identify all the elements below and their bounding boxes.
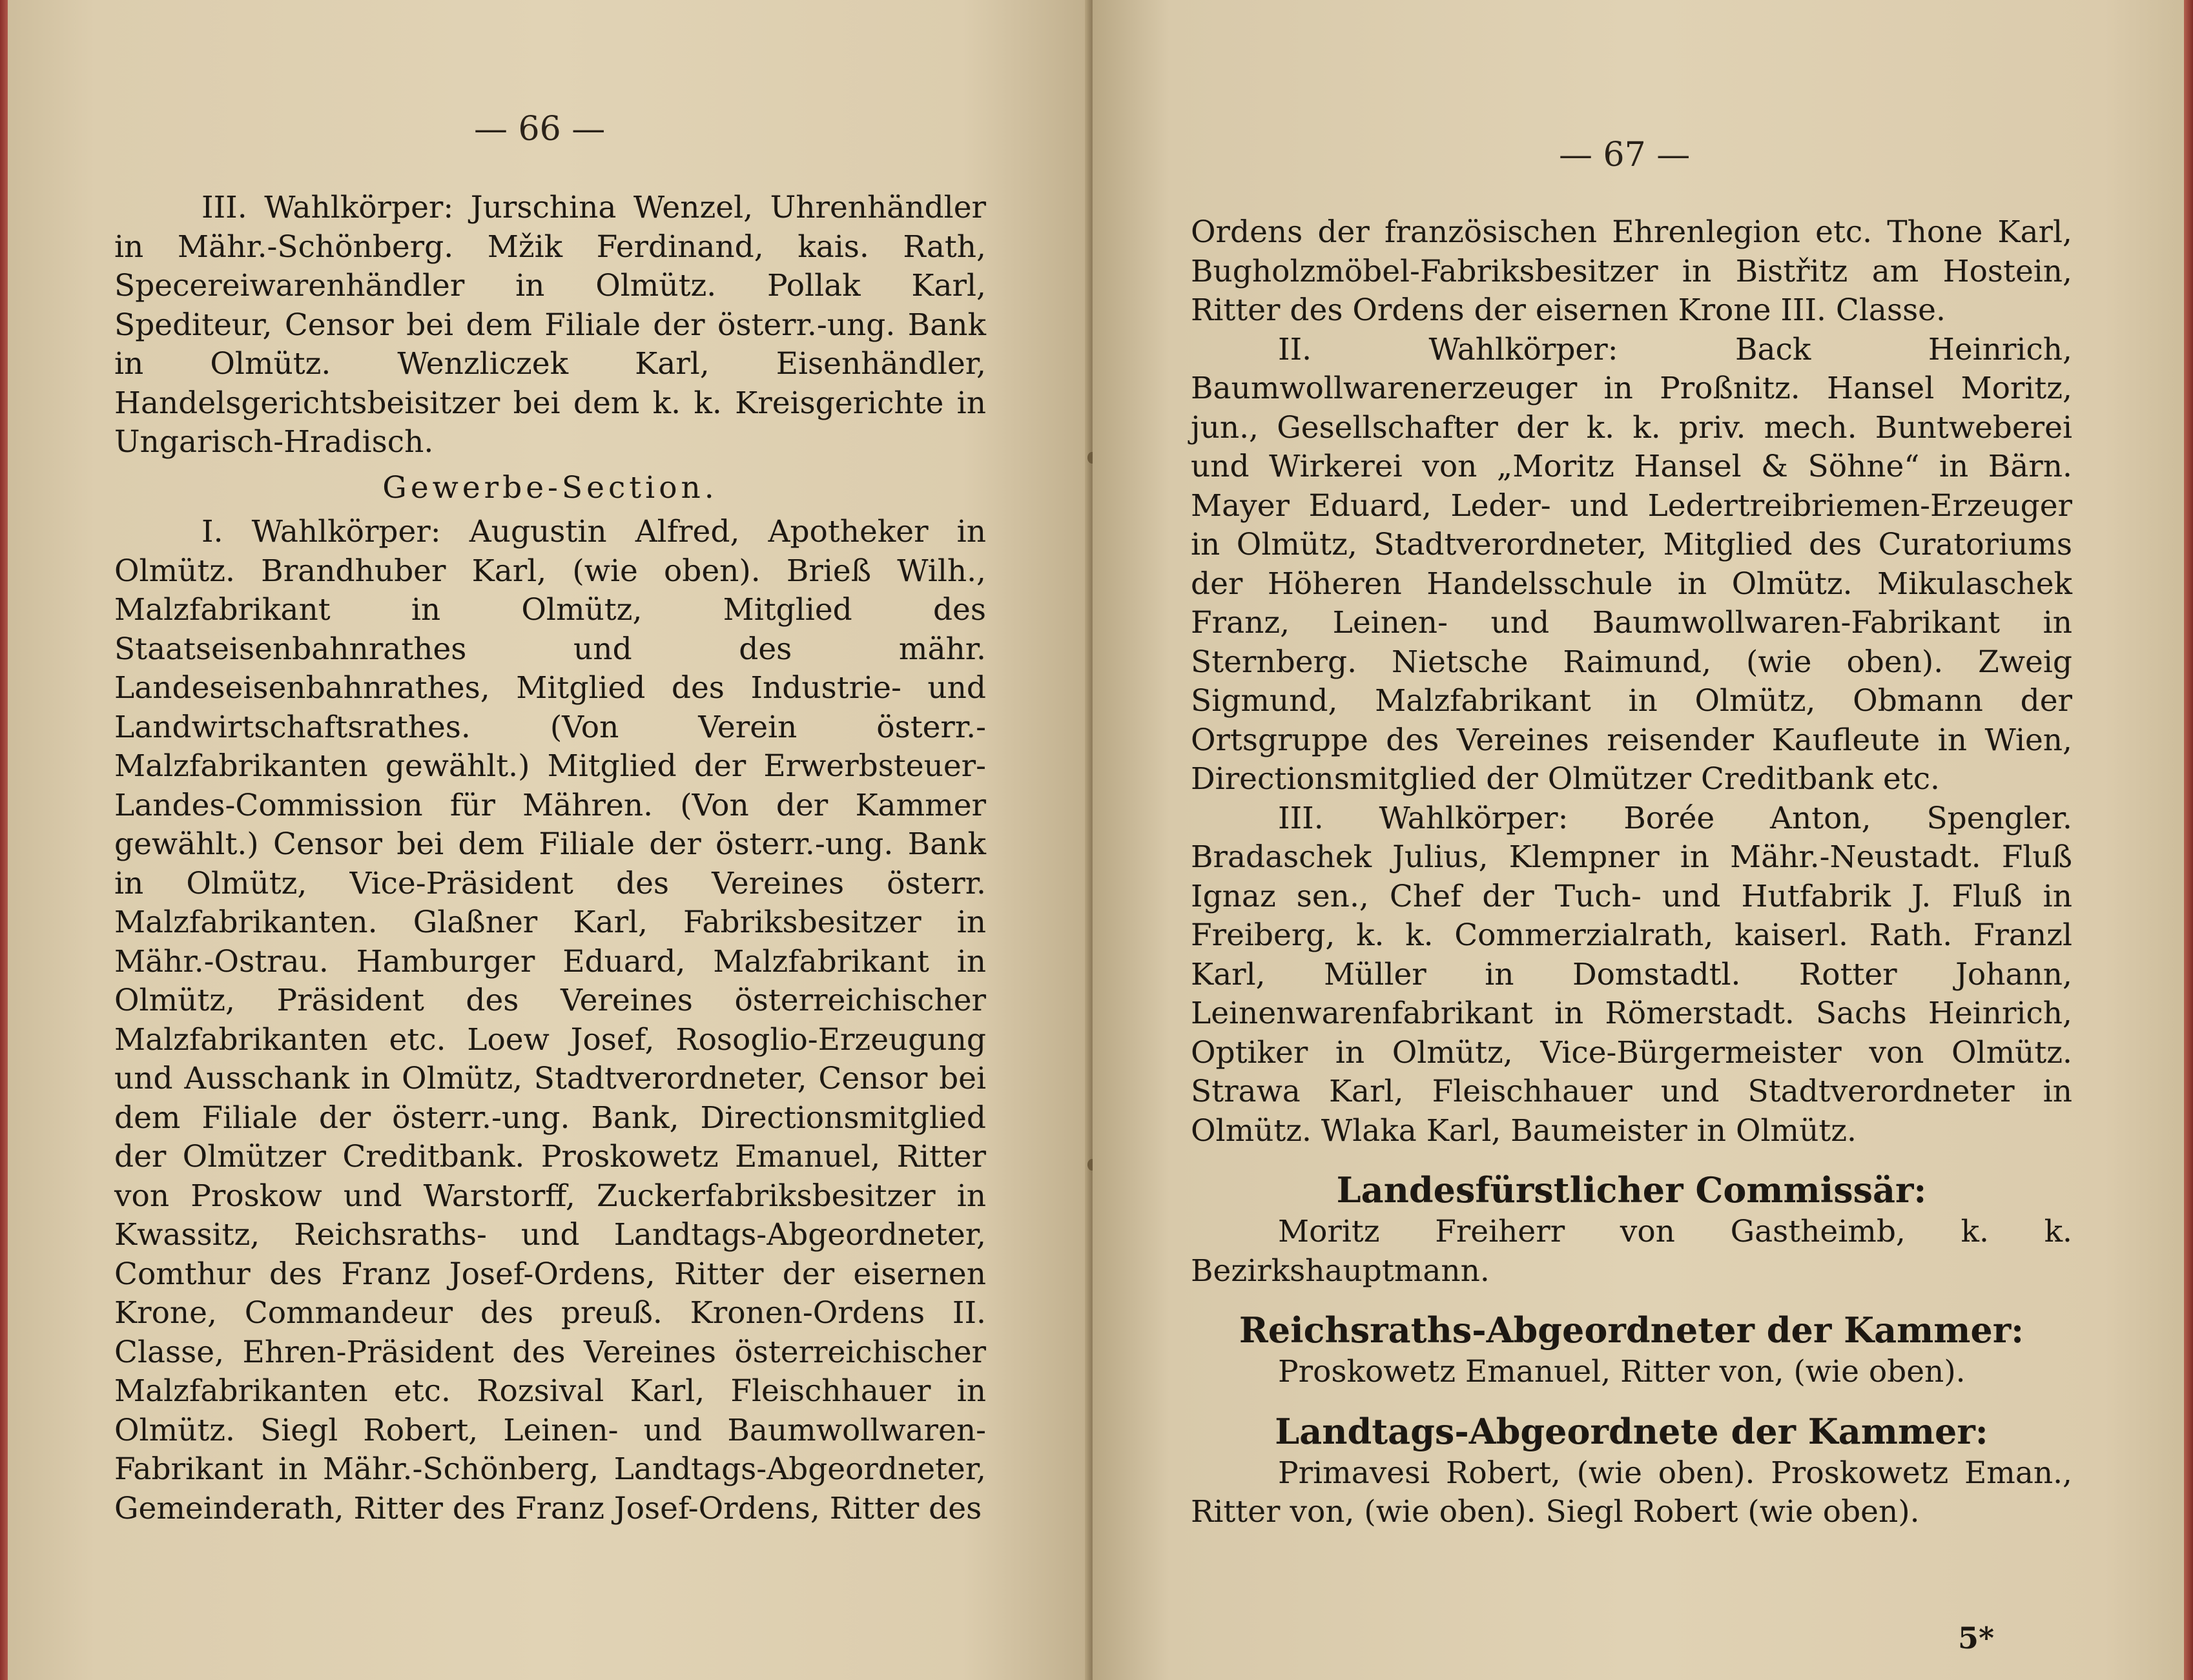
section-heading-gewerbe: Gewerbe-Section.	[382, 469, 718, 506]
right-text-block	[1191, 213, 2072, 1532]
paragraph-wahlkoerper-3-gewerbe: III. Wahlkörper: Borée Anton, Spengler. Bradaschek Julius, Klempner in Mähr.-Neustadt. Fluß Ignaz sen., Chef der Tuch- und Hutfabrik J. Fluß in Freiberg, k. k. Commerzialrath, kaiserl. Rath. Franzl Karl, Müller in Domstadtl. Rotter Johann, Leinenwarenfabrikant in Römerstadt. Sachs Heinrich, Optiker in Olmütz, Vice-Bürgermeister von Olmütz. Strawa Karl, Fleischhauer und Stadtverordneter in Olmütz. Wlaka Karl, Baumeister in Olmütz.	[1191, 800, 2072, 1149]
page-number-66: — 66 —	[474, 110, 606, 149]
right-page	[1093, 0, 2193, 1680]
paragraph-commissaer: Moritz Freiherr von Gastheimb, k. k. Bezirkshauptmann.	[1191, 1214, 2072, 1289]
book-edge-right	[2184, 0, 2193, 1680]
paragraph-wahlkoerper-2-gewerbe: II. Wahlkörper: Back Heinrich, Baumwollwarenerzeuger in Proßnitz. Hansel Moritz, jun., Gesellschafter der k. k. priv. mech. Buntweberei und Wirkerei von „Moritz Hansel & Söhne“ in Bärn. Mayer Eduard, Leder- und Ledertreibriemen-Erzeuger in Olmütz, Stadtverordneter, Mitglied des Curatoriums der Höheren Handelsschule in Olmütz. Mikulaschek Franz, Leinen- und Baumwollwaren-Fabrikant in Sternberg. Nietsche Raimund, (wie oben). Zweig Sigmund, Malzfabrikant in Olmütz, Obmann der Ortsgruppe des Vereines reisender Kaufleute in Wien, Directionsmitglied der Olmützer Creditbank etc.	[1191, 331, 2072, 797]
heading-landesfuerstlicher-commissaer: Landesfürstlicher Commissär:	[1336, 1169, 1927, 1211]
paragraph-reichsrath: Proskowetz Emanuel, Ritter von, (wie oben).	[1278, 1354, 1966, 1389]
printer-signature-mark: 5*	[1958, 1621, 1995, 1655]
paragraph-wahlkoerper-3-handel: III. Wahlkörper: Jurschina Wenzel, Uhrenhändler in Mähr.-Schönberg. Mžik Ferdinand, kais. Rath, Specereiwarenhändler in Olmütz. Pollak Karl, Spediteur, Censor bei dem Filiale der österr.-ung. Bank in Olmütz. Wenzliczek Karl, Eisenhändler, Handelsgerichtsbeisitzer bei dem k. k. Kreisgerichte in Ungarisch-Hradisch.	[114, 190, 986, 460]
paragraph-wahlkoerper-1-gewerbe: I. Wahlkörper: Augustin Alfred, Apotheker in Olmütz. Brandhuber Karl, (wie oben). Brieß Wilh., Malzfabrikant in Olmütz, Mitglied des Staatseisenbahnrathes und des mähr. Landeseisenbahnrathes, Mitglied des Industrie- und Landwirtschaftsrathes. (Von Verein österr.-Malzfabrikanten gewählt.) Mitglied der Erwerbsteuer-Landes-Commission für Mähren. (Von der Kammer gewählt.) Censor bei dem Filiale der österr.-ung. Bank in Olmütz, Vice-Präsident des Vereines österr. Malzfabrikanten. Glaßner Karl, Fabriksbesitzer in Mähr.-Ostrau. Hamburger Eduard, Malzfabrikant in Olmütz, Präsident des Vereines österreichischer Malzfabrikanten etc. Loew Josef, Rosoglio-Erzeugung und Ausschank in Olmütz, Stadtverordneter, Censor bei dem Filiale der österr.-ung. Bank, Directionsmitglied der Olmützer Creditbank. Proskowetz Emanuel, Ritter von Proskow und Warstorff, Zuckerfabriksbesitzer in Kwassitz, Reichsraths- und Landtags-Abgeordneter, Comthur des Franz Josef-Ordens, Ritter der eisernen Krone, Commandeur des preuß. Kronen-Ordens II. Classe, Ehren-Präsident des Vereines österreichischer Malzfabrikanten etc. Rozsival Karl, Fleischhauer in Olmütz. Siegl Robert, Leinen- und Baumwollwaren-Fabrikant in Mähr.-Schönberg, Landtags-Abgeordneter, Gemeinderath, Ritter des Franz Josef-Ordens, Ritter des	[114, 514, 986, 1526]
left-text-block	[114, 189, 986, 1528]
paragraph-landtag: Primavesi Robert, (wie oben). Proskowetz Eman., Ritter von, (wie oben). Siegl Robert (wie oben).	[1191, 1455, 2072, 1530]
left-page	[8, 0, 1093, 1680]
paragraph-continuation: Ordens der französischen Ehrenlegion etc. Thone Karl, Bugholzmöbel-Fabriksbesitzer in Bistřitz am Hostein, Ritter des Ordens der eisernen Krone III. Classe.	[1191, 214, 2072, 328]
book-edge-left	[0, 0, 8, 1680]
heading-reichsraths-abgeordneter: Reichsraths-Abgeordneter der Kammer:	[1239, 1309, 2024, 1351]
heading-landtags-abgeordnete: Landtags-Abgeordnete der Kammer:	[1275, 1410, 1988, 1452]
page-number-67: — 67 —	[1559, 136, 1691, 174]
